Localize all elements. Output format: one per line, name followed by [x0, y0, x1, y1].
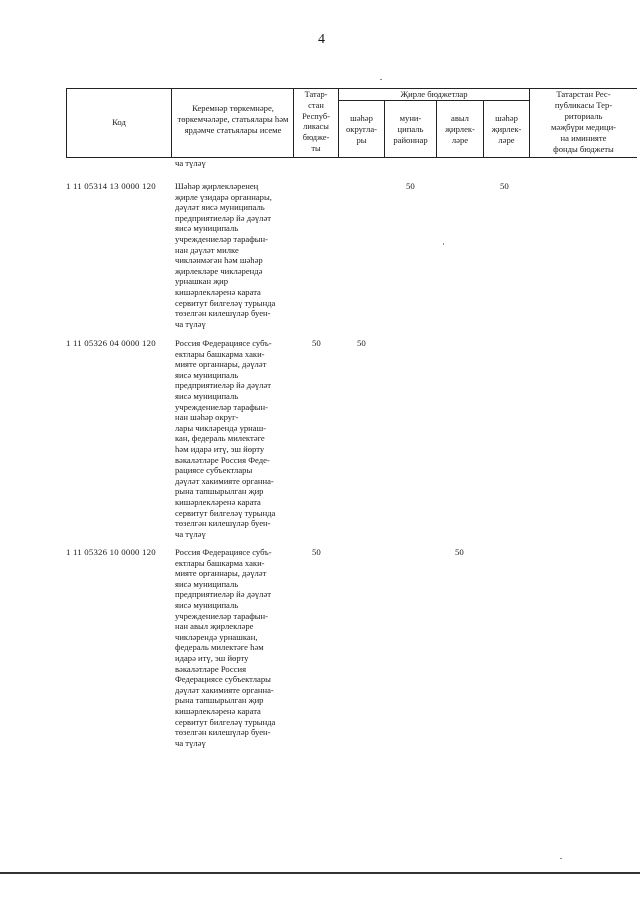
row-code: 1 11 05326 10 0000 120: [66, 547, 156, 557]
header-rural-settlements: авыл җирлек- ләре: [445, 113, 475, 145]
value-republic-budget: 50: [312, 547, 321, 557]
value-urban-settlements: 50: [500, 181, 509, 191]
table-line: [171, 88, 172, 158]
scan-edge-line: [0, 872, 640, 874]
value-rural-settlements: 50: [455, 547, 464, 557]
row-description: Россия Федерациясе субъ- ектлары башкарма хаки- мияте органнары, дәүләт яисә муниципаль предприятиеләр йә дәүләт яисә муниципаль учреждениеләр тарафын- нан шәһәр округ- лары чикләрендә урнаш- кан, федераль милектәге һәм идарә итү, эш йөрту вәкаләтләре Россия Феде- рациясе субъектлары дәүләт хакимияте органна- рына тапшырылган җир кишәрлекләренә карата сервитут билгеләү турында төзелгән килешүләр буен- ча түләү: [175, 338, 276, 539]
header-local-budgets: Җирле бюджетлар: [400, 89, 468, 99]
row-code: 1 11 05314 13 0000 120: [66, 181, 156, 191]
value-municipal-districts: 50: [406, 181, 415, 191]
row-description: Россия Федерациясе субъ- ектлары башкарма хаки- мияте органнары, дәүләт яисә муниципаль предприятиеләр йә дәүләт яисә муниципаль учреждениеләр тарафын- нан авыл җирлекләре чикләрендә урнашкан, федераль милектәге һәм идарә итү, эш йөрту вәкаләтләре Россия Федерациясе субъектлары дәүләт хакимияте органна- рына тапшырылган җир кишәрлекләренә карата сервитут билгеләү турында төзелгән килешүләр буен- ча түләү: [175, 547, 276, 748]
scan-speck: [443, 243, 444, 245]
header-territorial-fund: Татарстан Рес- публикасы Тер- риториаль мәҗбүри медици- на иминияте фонды бюджеты: [550, 89, 617, 154]
scan-speck: [380, 79, 382, 80]
header-name: Керемнәр төркемнәре, төркемчәләре, статьялары һәм ярдәмче статьялары исеме: [177, 103, 289, 135]
table-line: [338, 100, 529, 101]
scan-speck: [560, 858, 562, 859]
header-republic-budget: Татар- стан Респуб- ликасы бюдже- ты: [302, 90, 330, 153]
header-code: Код: [112, 117, 126, 127]
value-city-districts: 50: [357, 338, 366, 348]
row-description: Шәһәр җирлекләренең җирле үзидарә органнары, дәүләт яисә муниципаль предприятиеләр йә дәүләт яисә муниципаль учреждениеләр тарафын- нан дәүләт милке чикләнмәгән һәм шәһәр җирлекләре чикләрендә урнашкан җир кишәрлекләренә карата сервитут билгеләү турында төзелгән килешүләр буен- ча түләү: [175, 181, 276, 329]
page-number: 4: [318, 32, 325, 47]
header-city-districts: шәһәр округла- ры: [345, 113, 377, 145]
header-urban-settlements: шәһәр җирлек- ләре: [491, 113, 522, 145]
value-republic-budget: 50: [312, 338, 321, 348]
table-line: [66, 157, 637, 158]
continuation-text: ча түләү: [175, 158, 206, 168]
row-code: 1 11 05326 04 0000 120: [66, 338, 156, 348]
header-municipal-districts: муни- ципаль районнар: [393, 113, 428, 145]
